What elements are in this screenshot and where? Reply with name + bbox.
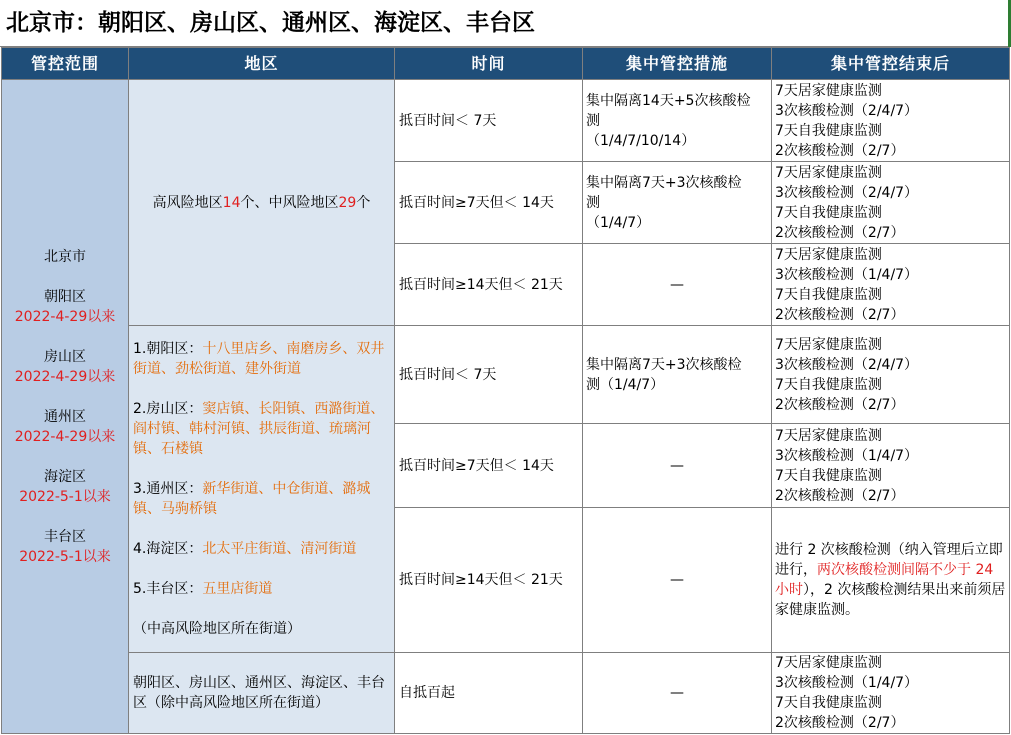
scope-cell [2, 80, 129, 734]
time-cell: 抵百时间≥7天但＜ 14天 [395, 424, 583, 508]
after-cell [772, 508, 1010, 653]
area-label: 3.通州区： [133, 481, 203, 497]
header-scope: 管控范围 [2, 48, 129, 80]
after-cell [772, 653, 1010, 734]
after-line: 7天居家健康监测 [775, 336, 882, 353]
after-line: 7天自我健康监测 [775, 286, 882, 303]
after-line: 7天居家健康监测 [775, 427, 882, 444]
after-text: 进行 2 次核酸检测（纳入管理后立即进行， [775, 542, 1003, 578]
sheet-title [0, 0, 1011, 47]
area-label: 4.海淀区： [133, 541, 203, 557]
after-text-highlight: 两次核酸检测间隔不少于 24 小时 [775, 562, 994, 598]
scope-date: 2022-5-1以来 [19, 488, 111, 505]
after-line: 2次核酸检测（2/7） [775, 224, 905, 241]
after-line: 2次核酸检测（2/7） [775, 715, 905, 731]
scope-date: 2022-4-29以来 [14, 368, 116, 385]
time-cell: 抵百时间＜ 7天 [395, 80, 583, 162]
measure-cell: — [583, 424, 772, 508]
measure-cell: — [583, 653, 772, 734]
table-row [2, 653, 1010, 734]
area-note: （中高风险地区所在街道） [133, 621, 301, 637]
after-line: 7天自我健康监测 [775, 467, 882, 484]
header-measures: 集中管控措施 [583, 48, 772, 80]
scope-city: 北京市 [44, 248, 86, 265]
after-line: 3次核酸检测（1/4/7） [775, 447, 919, 464]
measure-line: 测 [586, 194, 600, 211]
time-cell: 抵百时间≥7天但＜ 14天 [395, 162, 583, 244]
time-cell: 抵百时间≥14天但＜ 21天 [395, 244, 583, 326]
mid-risk-count: 29 [338, 194, 357, 211]
scope-date: 2022-4-29以来 [14, 308, 116, 325]
after-cell [772, 162, 1010, 244]
measure-line: 测 [586, 112, 600, 129]
measure-line: （1/4/7/10/14） [586, 132, 696, 149]
measure-cell [583, 326, 772, 424]
measure-line: 集中隔离7天+3次核酸检 [586, 174, 742, 191]
after-line: 7天居家健康监测 [775, 82, 882, 99]
time-cell: 抵百时间≥14天但＜ 21天 [395, 508, 583, 653]
area-label: 1.朝阳区： [133, 341, 203, 357]
after-line: 2次核酸检测（2/7） [775, 396, 905, 413]
after-cell [772, 424, 1010, 508]
after-line: 3次核酸检测（1/4/7） [775, 675, 919, 691]
after-line: 2次核酸检测（2/7） [775, 142, 905, 159]
after-line: 7天自我健康监测 [775, 204, 882, 221]
after-line: 7天自我健康监测 [775, 122, 882, 139]
scope-district: 海淀区 [44, 468, 86, 485]
region-other: 朝阳区、房山区、通州区、海淀区、丰台区（除中高风险地区所在街道） [129, 653, 395, 734]
area-streets: 五里店街道 [202, 581, 273, 597]
measure-line: 集中隔离7天+3次核酸检 [586, 356, 742, 373]
time-cell: 自抵百起 [395, 653, 583, 734]
measure-cell [583, 80, 772, 162]
area-item [133, 579, 390, 599]
after-line: 3次核酸检测（2/4/7） [775, 184, 919, 201]
after-line: 7天自我健康监测 [775, 376, 882, 393]
header-time: 时间 [395, 48, 583, 80]
area-streets: 窦店镇、长阳镇、西潞街道、阎村镇、韩村河镇、拱辰街道、琉璃河镇、石楼镇 [133, 401, 385, 457]
region-streets [129, 326, 395, 653]
scope-district: 房山区 [44, 348, 86, 365]
area-streets: 新华街道、中仓街道、潞城镇、马驹桥镇 [133, 481, 371, 517]
region-mid-text: 个、中风险地区 [240, 194, 339, 211]
scope-district: 丰台区 [44, 528, 86, 545]
after-line: 7天自我健康监测 [775, 695, 882, 711]
area-label: 2.房山区： [133, 401, 203, 417]
area-item [133, 479, 390, 519]
after-line: 7天居家健康监测 [775, 246, 882, 263]
scope-date: 2022-4-29以来 [14, 428, 116, 445]
after-line: 3次核酸检测（2/4/7） [775, 356, 919, 373]
policy-table [1, 47, 1010, 734]
time-cell: 抵百时间＜ 7天 [395, 326, 583, 424]
scope-district: 通州区 [44, 408, 86, 425]
area-label: 5.丰台区： [133, 581, 203, 597]
after-cell [772, 80, 1010, 162]
after-line: 2次核酸检测（2/7） [775, 306, 905, 323]
after-line: 7天居家健康监测 [775, 655, 882, 671]
header-row [2, 48, 1010, 80]
scope-district: 朝阳区 [44, 288, 86, 305]
after-cell [772, 326, 1010, 424]
region-suffix: 个 [356, 194, 371, 211]
header-after: 集中管控结束后 [772, 48, 1010, 80]
measure-cell: — [583, 244, 772, 326]
measure-cell [583, 162, 772, 244]
measure-line: （1/4/7） [586, 214, 651, 231]
after-line: 3次核酸检测（1/4/7） [775, 266, 919, 283]
high-risk-count: 14 [222, 194, 241, 211]
area-item [133, 339, 390, 379]
title-text: 北京市：朝阳区、房山区、通州区、海淀区、丰台区 [6, 10, 535, 36]
measure-cell: — [583, 508, 772, 653]
area-streets: 十八里店乡、南磨房乡、双井街道、劲松街道、建外街道 [133, 341, 385, 377]
region-prefix: 高风险地区 [152, 194, 223, 211]
after-text: ），2 次核酸检测结果出来前须居家健康监测。 [775, 582, 1006, 618]
measure-line: 测（1/4/7） [586, 376, 665, 393]
measure-line: 集中隔离14天+5次核酸检 [586, 92, 751, 109]
after-cell [772, 244, 1010, 326]
after-line: 3次核酸检测（2/4/7） [775, 102, 919, 119]
table-row [2, 326, 1010, 424]
area-streets: 北太平庄街道、清河街道 [202, 541, 357, 557]
table-row [2, 80, 1010, 162]
after-line: 2次核酸检测（2/7） [775, 487, 905, 504]
area-item [133, 399, 390, 459]
after-line: 7天居家健康监测 [775, 164, 882, 181]
scope-date: 2022-5-1以来 [19, 548, 111, 565]
region-risk-count [129, 80, 395, 326]
area-item [133, 539, 390, 559]
header-region: 地区 [129, 48, 395, 80]
